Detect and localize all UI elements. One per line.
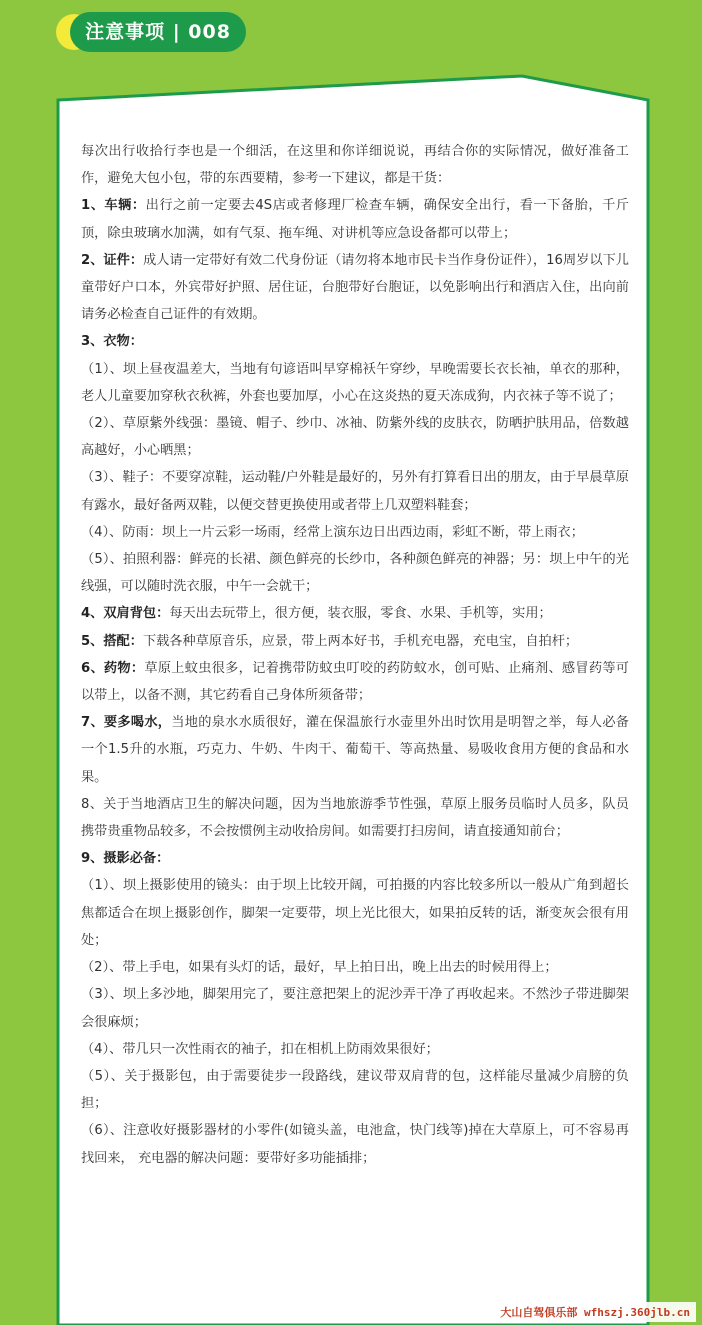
section-title: 注意事项 | 008 <box>70 12 246 52</box>
note-label: 6、药物： <box>81 660 145 676</box>
note-paragraph <box>81 791 629 845</box>
note-paragraph <box>81 709 629 791</box>
note-paragraph <box>81 1063 629 1117</box>
note-text: （4）、带几只一次性雨衣的袖子，扣在相机上防雨效果很好； <box>81 1041 439 1057</box>
note-paragraph <box>81 464 629 518</box>
note-text: （3）、鞋子：不要穿凉鞋，运动鞋/户外鞋是最好的，另外有打算看日出的朋友，由于早晨草原有露水，最好备两双鞋，以便交替更换使用或者带上几双塑料鞋套； <box>81 470 629 513</box>
note-text: 下载各种草原音乐，应景，带上两本好书，手机充电器，充电宝，自拍杆； <box>142 633 579 649</box>
note-paragraph <box>81 872 629 954</box>
note-paragraph <box>81 954 629 981</box>
note-text: （1）、坝上昼夜温差大，当地有句谚语叫早穿棉袄午穿纱，早晚需要长衣长袖，单衣的那种，老人儿童要加穿秋衣秋裤，外套也要加厚，小心在这炎热的夏天冻成狗，内衣袜子等不说了； <box>81 361 629 404</box>
note-paragraph <box>81 410 629 464</box>
note-paragraph <box>81 192 629 246</box>
note-label: 7、要多喝水， <box>81 715 172 731</box>
note-text: （6）、注意收好摄影器材的小零件(如镜头盖，电池盒，快门线等)掉在大草原上，可不容易再找回来， 充电器的解决问题：要带好多功能插排； <box>81 1123 629 1166</box>
note-text: （5）、拍照利器：鲜亮的长裙、颜色鲜亮的长纱巾，各种颜色鲜亮的神器；另：坝上中午的光线强，可以随时洗衣服，中午一会就干； <box>81 552 629 595</box>
section-header-badge <box>56 12 246 52</box>
note-paragraph <box>81 356 629 410</box>
note-paragraph <box>81 845 629 872</box>
note-label: 1、车辆： <box>81 198 146 214</box>
note-label: 9、摄影必备： <box>81 851 170 867</box>
watermark: 大山自驾俱乐部 wfhszj.360jlb.cn <box>494 1302 696 1322</box>
note-paragraph <box>81 655 629 709</box>
note-paragraph <box>81 981 629 1035</box>
note-text: 每天出去玩带上，很方便，装衣服，零食、水果、手机等，实用； <box>169 606 552 622</box>
note-paragraph <box>81 328 629 355</box>
note-text: 8、关于当地酒店卫生的解决问题，因为当地旅游季节性强，草原上服务员临时人员多，队员携带贵重物品较多，不会按惯例主动收拾房间。如需要打扫房间，请直接通知前台； <box>81 796 629 840</box>
note-paragraph <box>81 1117 629 1171</box>
note-text: 每次出行收拾行李也是一个细活，在这里和你详细说说，再结合你的实际情况，做好准备工作，避免大包小包，带的东西要精，参考一下建议，都是干货： <box>81 144 629 187</box>
note-text: 出行之前一定要去4S店或者修理厂检查车辆，确保安全出行，看一下备胎，千斤顶，除虫玻璃水加满，如有气泵、拖车绳、对讲机等应急设备都可以带上； <box>81 198 629 241</box>
note-label: 2、证件： <box>81 252 144 268</box>
note-paragraph <box>81 546 629 600</box>
note-text: （1）、坝上摄影使用的镜头：由于坝上比较开阔，可拍摄的内容比较多所以一般从广角到超长焦都适合在坝上摄影创作，脚架一定要带，坝上光比很大，如果拍反转的话，渐变灰会很有用处； <box>81 878 629 948</box>
note-label: 5、搭配： <box>81 633 143 649</box>
note-text: （4）、防雨：坝上一片云彩一场雨，经常上演东边日出西边雨，彩虹不断，带上雨衣； <box>81 524 584 540</box>
note-paragraph <box>81 628 629 655</box>
note-text: 当地的泉水水质很好，灌在保温旅行水壶里外出时饮用是明智之举，每人必备一个1.5升的水瓶，巧克力、牛奶、牛肉干、葡萄干、等高热量、易吸收食用方便的食品和水果。 <box>81 715 629 785</box>
note-paragraph <box>81 138 629 192</box>
note-label: 4、双肩背包： <box>81 606 170 622</box>
note-paragraph <box>81 247 629 329</box>
note-paragraph <box>81 519 629 546</box>
notes-content <box>81 138 629 1172</box>
note-text: 草原上蚊虫很多，记着携带防蚊虫叮咬的药防蚊水，创可贴、止痛剂、感冒药等可以带上，以备不测，其它药看自己身体所须备带； <box>81 660 629 704</box>
note-paragraph <box>81 600 629 627</box>
note-text: （5）、关于摄影包，由于需要徒步一段路线，建议带双肩背的包，这样能尽量减少肩膀的负担； <box>81 1068 629 1112</box>
note-paragraph <box>81 1036 629 1063</box>
note-text: （3）、坝上多沙地，脚架用完了，要注意把架上的泥沙弄干净了再收起来。不然沙子带进脚架会很麻烦； <box>81 987 629 1030</box>
note-text: （2）、带上手电，如果有头灯的话，最好，早上拍日出，晚上出去的时候用得上； <box>81 960 558 976</box>
note-text: （2）、草原紫外线强：墨镜、帽子、纱巾、冰袖、防紫外线的皮肤衣，防晒护肤用品，倍数越高越好，小心晒黑； <box>81 416 629 459</box>
note-label: 3、衣物： <box>81 334 143 350</box>
note-text: 成人请一定带好有效二代身份证（请勿将本地市民卡当作身份证件），16周岁以下儿童带好户口本，外宾带好护照、居住证，台胞带好台胞证，以免影响出行和酒店入住，出向前请务必检查自己证件的有效期。 <box>81 252 629 323</box>
